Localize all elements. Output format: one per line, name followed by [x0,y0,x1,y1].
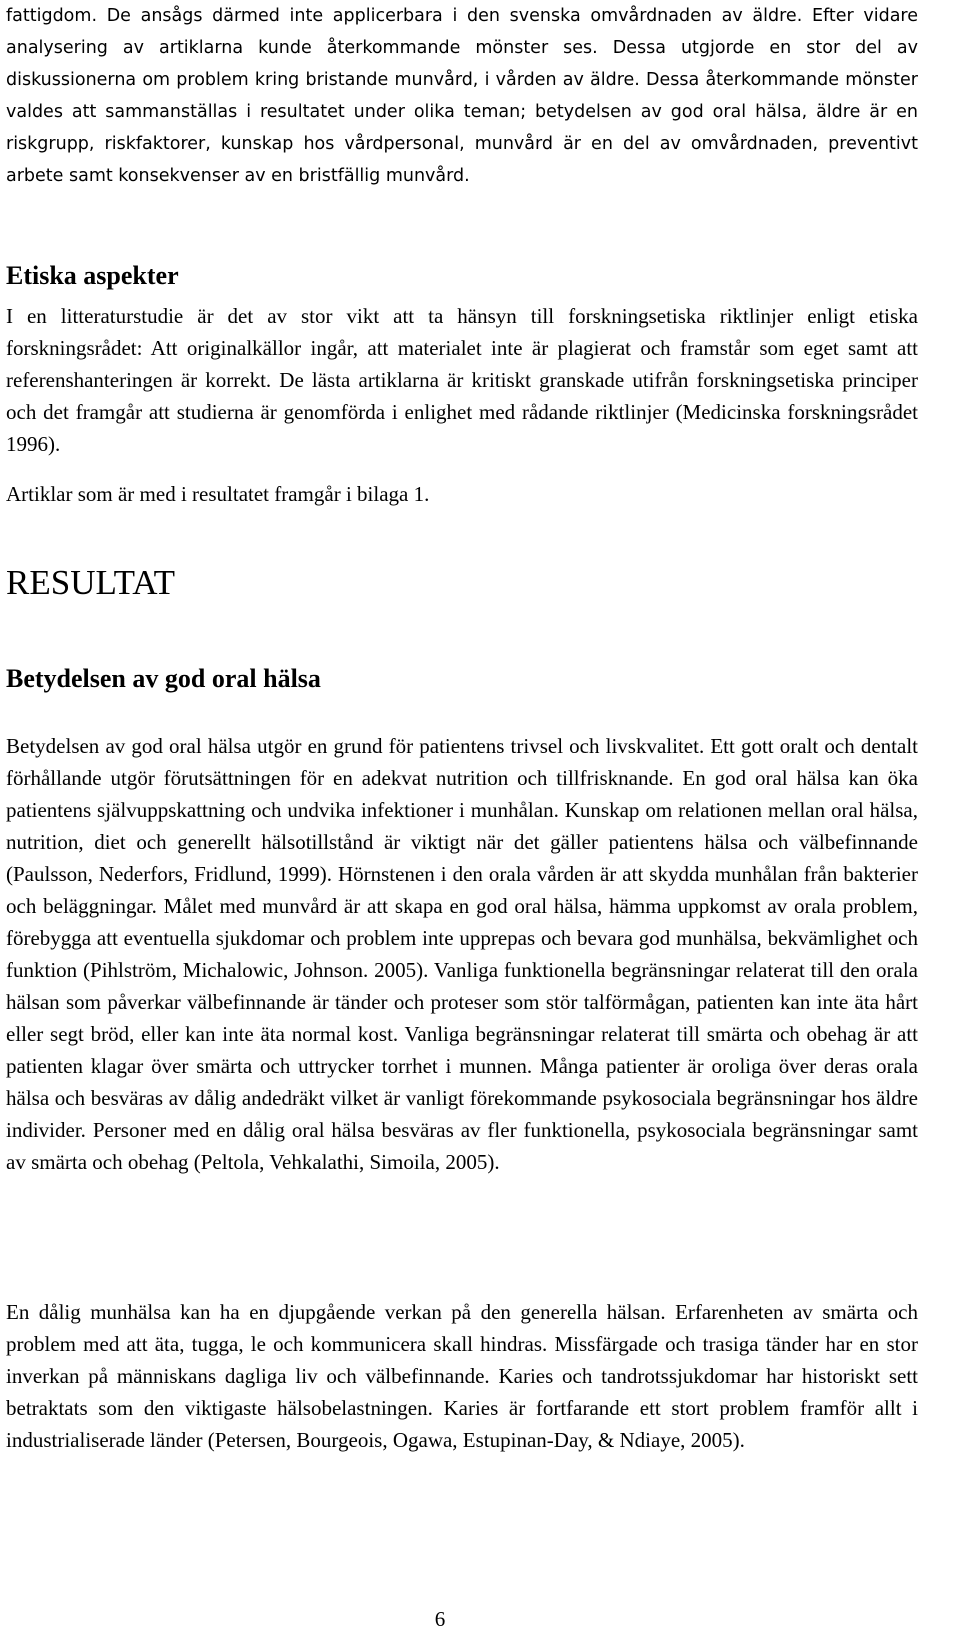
ethics-paragraph: I en litteraturstudie är det av stor vikt att ta hänsyn till forskningsetiska riktlinjer enligt etiska forskningsrådet: Att originalkällor ingår, att materialet inte är plagierat och framstår som eget samt att referenshanteringen är korrekt. De lästa artiklarna är kritiskt granskade utifrån forskningsetiska principer och det framgår att studierna är genomförda i enlighet med rådande riktlinjer (Medicinska forskningsrådet 1996). [6,304,918,456]
oral-health-paragraph-1: Betydelsen av god oral hälsa utgör en grund för patientens trivsel och livskvalitet. Ett gott oralt och dentalt förhållande utgör förutsättningen för en adekvat nutrition och tillfrisknande. En god oral hälsa kan öka patientens självuppskattning och undvika infektioner i munhålan. Kunskap om relationen mellan oral hälsa, nutrition, diet och generellt hälsotillstånd är viktigt när det gäller patientens hälsa och välbefinnande (Paulsson, Nederfors, Fridlund, 1999). Hörnstenen i den orala vården är att skydda munhålan från bakterier och beläggningar. Målet med munvård är att skapa en god oral hälsa, hämma uppkomst av orala problem, förebygga att eventuella sjukdomar och problem inte upprepas och bevara god munhälsa, bekvämlighet och funktion (Pihlström, Michalowic, Johnson. 2005). Vanliga funktionella begränsningar relaterat till den orala hälsan som påverkar välbefinnande är tänder och proteser som stör talförmågan, patienten kan inte äta hårt eller segt bröd, eller kan inte äta normal kost. Vanliga begränsningar relaterat till smärta och obehag är att patienten klagar över smärta och uttrycker torrhet i munnen. Många patienter är oroliga över deras orala hälsa och besväras av dålig andedräkt vilket är vanligt förekommande psykosociala begränsningar hos äldre individer. Personer med en dålig oral hälsa besväras av fler funktionella, psykosociala begränsningar samt av smärta och obehag (Peltola, Vehkalathi, Simoila, 2005). [6,734,918,1174]
oral-health-paragraph-2: En dålig munhälsa kan ha en djupgående verkan på den generella hälsan. Erfarenheten av smärta och problem med att äta, tugga, le och kommunicera skall hindras. Missfärgade och trasiga tänder har en stor inverkan på människans dagliga liv och välbefinnande. Karies och tandrotssjukdomar har historiskt sett betraktats som den viktigaste hälsobelastningen. Karies är fortfarande ett stort problem framför allt i industrialiserade länder (Petersen, Bourgeois, Ogawa, Estupinan-Day, & Ndiaye, 2005). [6,1300,918,1452]
oral-health-heading: Betydelsen av god oral hälsa [6,664,321,693]
intro-paragraph: fattigdom. De ansågs därmed inte applicerbara i den svenska omvårdnaden av äldre. Efter vidare analysering av artiklarna kunde återkommande mönster ses. Dessa utgjorde en stor del av diskussionerna om problem kring bristande munvård, i vården av äldre. Dessa återkommande mönster valdes att sammanställas i resultatet under olika teman; betydelsen av god oral hälsa, äldre är en riskgrupp, riskfaktorer, kunskap hos vårdpersonal, munvård är en del av omvårdnaden, preventivt arbete samt konsekvenser av en bristfällig munvård. [6,6,918,186]
appendix-note: Artiklar som är med i resultatet framgår i bilaga 1. [6,482,430,506]
result-heading: RESULTAT [6,563,175,602]
ethics-heading: Etiska aspekter [6,261,179,290]
page-number: 6 [434,1607,446,1631]
